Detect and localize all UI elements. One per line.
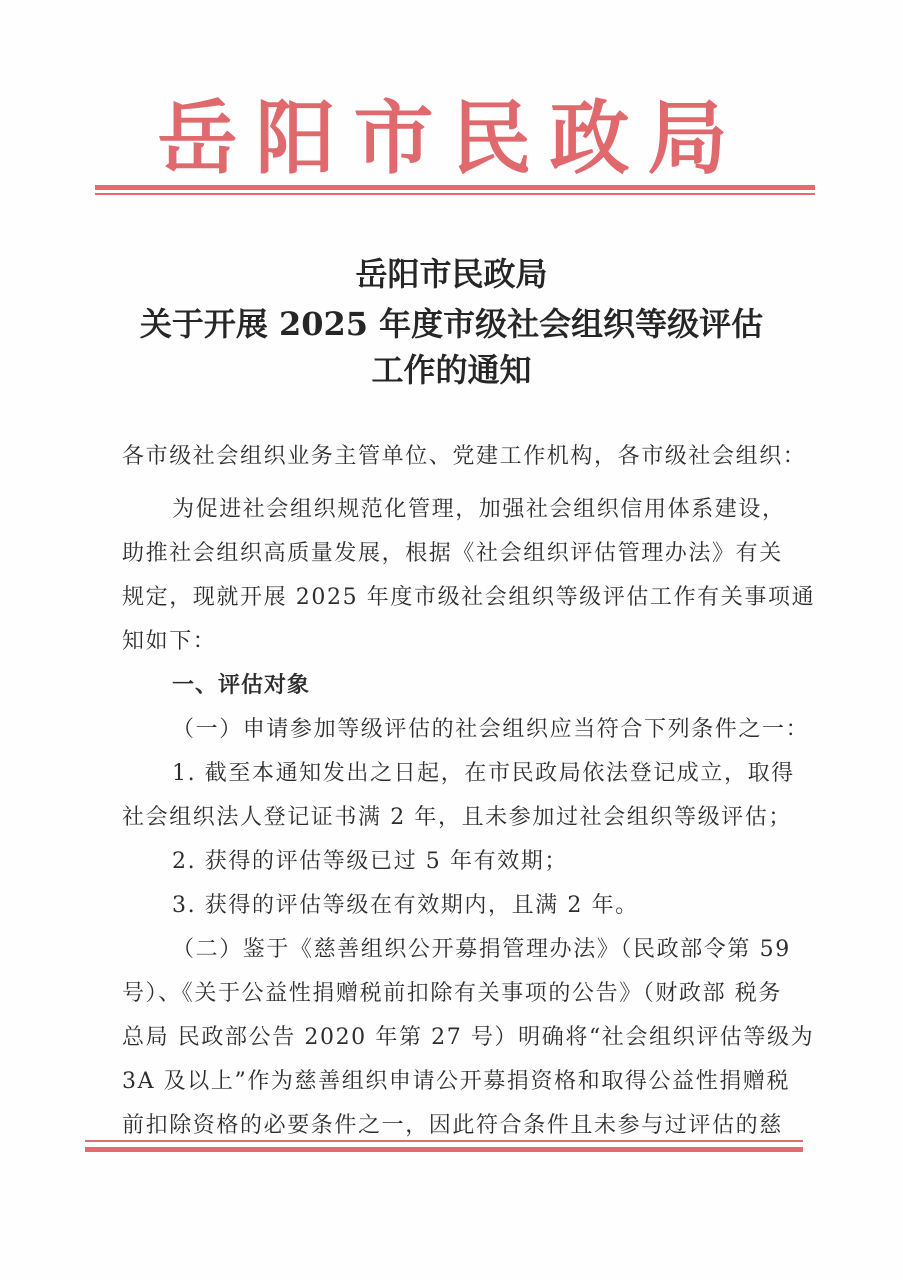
document-title-line-1: 岳阳市民政局 [355,255,548,293]
paragraph-line: 总局 民政部公告 2020 年第 27 号）明确将“社会组织评估等级为 [122,1025,815,1050]
paragraph-line: 为促进社会组织规范化管理，加强社会组织信用体系建设， [172,497,786,522]
footer-red-rule-thick [85,1147,803,1152]
document-title-line-3: 工作的通知 [371,351,532,389]
list-item-line: 1. 截至本通知发出之日起，在市民政局依法登记成立，取得 [172,761,795,786]
salutation: 各市级社会组织业务主管单位、党建工作机构，各市级社会组织： [122,444,807,469]
section-heading: 一、评估对象 [172,673,311,698]
masthead-organization-name: 岳阳市民政局 [157,91,746,185]
list-item-line: 社会组织法人登记证书满 2 年，且未参加过社会组织等级评估； [122,805,792,830]
masthead-red-rule-thick [95,185,815,190]
paragraph-line: 前扣除资格的必要条件之一，因此符合条件且未参与过评估的慈 [122,1113,783,1138]
paragraph-line: 3A 及以上”作为慈善组织申请公开募捐资格和取得公益性捐赠税 [122,1069,791,1094]
subsection-line: （一）申请参加等级评估的社会组织应当符合下列条件之一： [172,717,810,742]
list-item-line: 3. 获得的评估等级在有效期内，且满 2 年。 [172,893,639,918]
list-item-line: 2. 获得的评估等级已过 5 年有效期； [172,849,568,874]
paragraph-line: 助推社会组织高质量发展，根据《社会组织评估管理办法》有关 [122,541,783,566]
paragraph-line: 号）、《关于公益性捐赠税前扣除有关事项的公告》（财政部 税务 [122,981,782,1006]
footer-red-rule-thin [85,1140,803,1142]
paragraph-line: 知如下： [122,629,217,654]
document-title-line-2: 关于开展 2025 年度市级社会组织等级评估 [139,305,764,343]
masthead-red-rule-thin [95,193,815,195]
paragraph-line: 规定，现就开展 2025 年度市级社会组织等级评估工作有关事项通 [122,585,816,610]
subsection-line: （二）鉴于《慈善组织公开募捐管理办法》（民政部令第 59 [172,937,791,962]
